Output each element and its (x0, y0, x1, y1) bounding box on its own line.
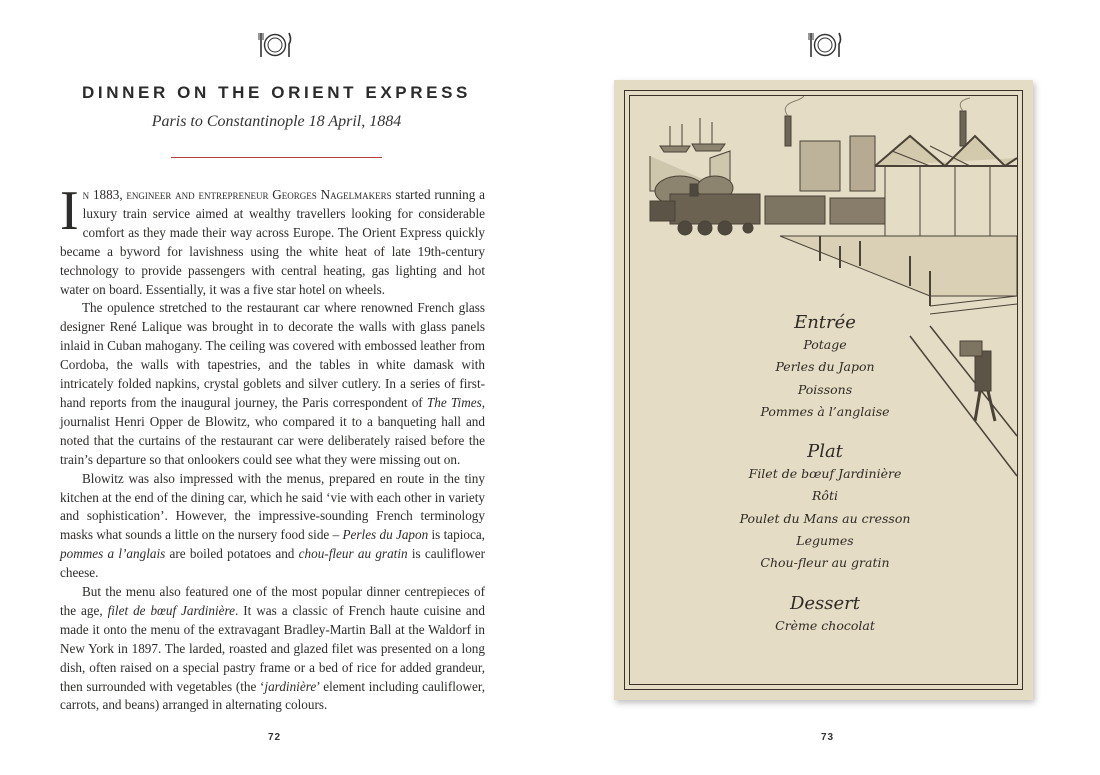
right-page (550, 0, 1100, 775)
menu-item: Potage (803, 337, 847, 352)
menu-item: Poissons (797, 381, 853, 397)
paragraph-2: The opulence stretched to the restaurant car where renowned French glass designer René Lalique was brought in to decorate the walls with glass panels inlaid in Cuban mahogany. The ceiling was covered with embossed leather from Cordoba, the walls with tapestries, and the tables in white damask with intricately folded napkins, crystal goblets and silver cutlery. In a series of first-hand reports from the inaugural journey, the Paris correspondent of The Times, journalist Henri Opper de Blowitz, who compared it to a banqueting hall and noted that the curtains of the restaurant car were deliberately raised before the train’s departure so that onlookers could see what they were missing out on. (60, 300, 486, 467)
page-number: 73 (821, 732, 835, 743)
page-subtitle: Paris to Constantinople 18 April, 1884 (151, 113, 402, 130)
menu-section-heading: Plat (807, 441, 843, 463)
menu-list (714, 312, 936, 637)
paragraph-1: In 1883, engineer and entrepreneur Georges Nagelmakers started running a luxury train service aimed at wealthy travellers looking for considerable comfort as they made their way across Europe. The Orient Express quickly became a byword for lavishness using the white heat of late 19th-century technology to provide passengers with central heating, gas lighting and hot water on board. Essentially, it was a five star hotel on wheels. (60, 180, 486, 297)
menu-section-heading: Dessert (789, 592, 861, 614)
menu-section-heading: Entrée (794, 312, 856, 333)
menu-item: Legumes (796, 533, 854, 549)
menu-item: Pommes à l’anglaise (760, 403, 890, 419)
menu-item: Perles du Japon (775, 359, 875, 375)
page-number: 72 (268, 732, 282, 743)
page-title: DINNER ON THE ORIENT EXPRESS (82, 83, 471, 102)
menu-item: Filet de bœuf Jardinière (748, 466, 902, 482)
menu-item: Rôti (812, 488, 838, 504)
article-body (60, 180, 486, 715)
title-divider (171, 157, 382, 158)
menu-card (614, 80, 1033, 700)
paragraph-3: Blowitz was also impressed with the menus, prepared en route in the tiny kitchen at the end of the dining car, which he said ‘vie with each other in variety and sophistication’. However, the impressive-sounding French terminology masks what sounds a little on the nursery food side – Perles du Japon is tapioca, pommes a l’anglais are boiled potatoes and chou-fleur au gratin is cauliflower cheese. (60, 470, 485, 581)
menu-item: Chou-fleur au gratin (760, 555, 890, 571)
menu-item: Crème chocolat (775, 617, 875, 633)
paragraph-4: But the menu also featured one of the most popular dinner centrepieces of the age, filet de bœuf Jardinière. It was a classic of French haute cuisine and made it onto the menu of the extravagant Bradley-Martin Ball at the Waldorf in New York in 1897. The larded, roasted and glazed filet was presented on a long dish, often raised on a special pastry frame or a bed of rice for added grandeur, then surrounded with vegetables (the ‘jardinière’ element including cauliflower, carrots, and beans) arranged in alternating colours. (60, 584, 485, 713)
plate-fork-knife-icon (807, 30, 843, 60)
plate-fork-knife-icon (257, 30, 293, 60)
drop-cap: I (60, 180, 79, 242)
menu-item: Poulet du Mans au cresson (739, 510, 911, 526)
